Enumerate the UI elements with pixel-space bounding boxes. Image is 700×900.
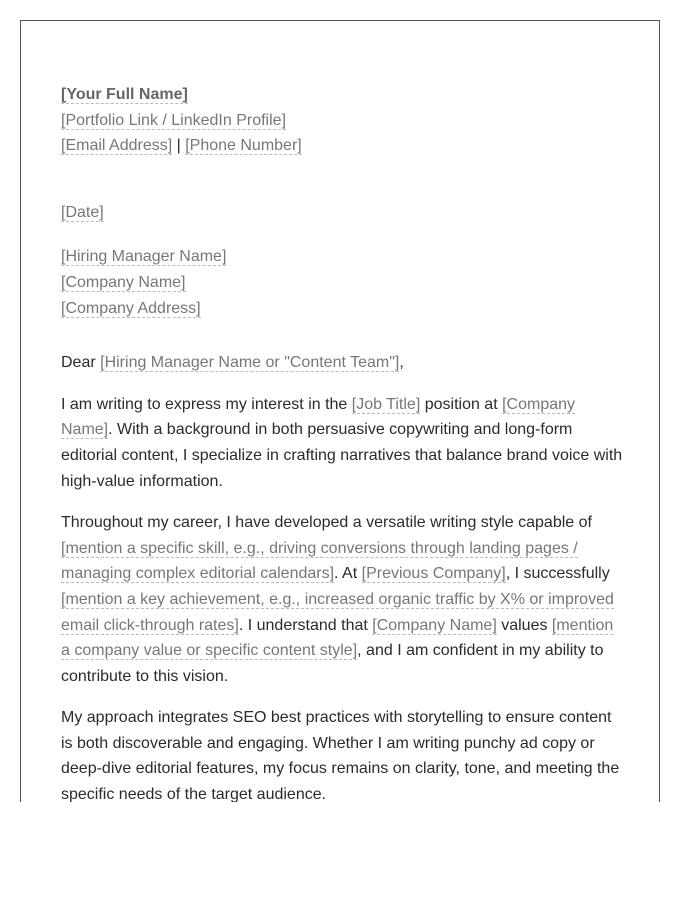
- p1-text-2: position at: [420, 395, 503, 413]
- salutation-prefix: Dear: [61, 354, 101, 372]
- recipient-address[interactable]: [Company Address]: [61, 299, 201, 317]
- sender-phone[interactable]: [Phone Number]: [185, 137, 302, 155]
- sender-block: [61, 82, 626, 159]
- recipient-company[interactable]: [Company Name]: [61, 273, 186, 291]
- company-value-placeholder[interactable]: [mention a company value or specific content style]: [61, 616, 614, 660]
- job-title-placeholder[interactable]: [Job Title]: [351, 395, 421, 413]
- p2-text-3: , I successfully: [505, 565, 610, 583]
- p2-text-5: values: [496, 616, 552, 634]
- paragraph-experience: [61, 510, 626, 689]
- recipient-block: [61, 244, 626, 321]
- p2-text-4: . I understand that: [238, 616, 373, 634]
- salutation-suffix: ,: [399, 354, 404, 372]
- p1-company-placeholder[interactable]: [Company Name]: [61, 395, 576, 439]
- previous-company-placeholder[interactable]: [Previous Company]: [361, 565, 506, 583]
- sender-email[interactable]: [Email Address]: [61, 137, 173, 155]
- document-page: [20, 20, 660, 802]
- date-placeholder[interactable]: [Date]: [61, 203, 104, 221]
- sender-name[interactable]: [Your Full Name]: [61, 86, 188, 103]
- p2-text-6: , and I am confident in my ability to contribute to this vision.: [61, 642, 604, 685]
- salutation-name[interactable]: [Hiring Manager Name or "Content Team"]: [100, 354, 400, 372]
- p2-company-placeholder[interactable]: [Company Name]: [372, 616, 497, 634]
- paragraph-approach: My approach integrates SEO best practices with storytelling to ensure content is both discoverable and engaging. Whether I am writing punchy ad copy or deep-dive editorial features, my focus remains on clarity, tone, and meeting the specific needs of the target audience.: [61, 709, 620, 802]
- p1-text-1: I am writing to express my interest in the: [61, 395, 352, 413]
- skill-placeholder[interactable]: [mention a specific skill, e.g., driving conversions through landing pages / managing complex editorial calendars]: [61, 539, 578, 583]
- contact-separator: |: [172, 137, 186, 155]
- sender-portfolio[interactable]: [Portfolio Link / LinkedIn Profile]: [61, 111, 287, 129]
- p2-text-2: . At: [334, 565, 362, 583]
- paragraph-intro: [61, 392, 626, 494]
- p2-text-1: Throughout my career, I have developed a versatile writing style capable of: [61, 514, 592, 532]
- p1-text-3: . With a background in both persuasive copywriting and long-form editorial content, I specialize in crafting narratives that balance brand voice with high-value information.: [61, 421, 623, 490]
- cover-letter-body: [61, 82, 626, 802]
- recipient-manager[interactable]: [Hiring Manager Name]: [61, 248, 227, 266]
- achievement-placeholder[interactable]: [mention a key achievement, e.g., increased organic traffic by X% or improved email click-through rates]: [61, 590, 614, 634]
- date-line: [61, 200, 626, 226]
- salutation: [61, 350, 626, 376]
